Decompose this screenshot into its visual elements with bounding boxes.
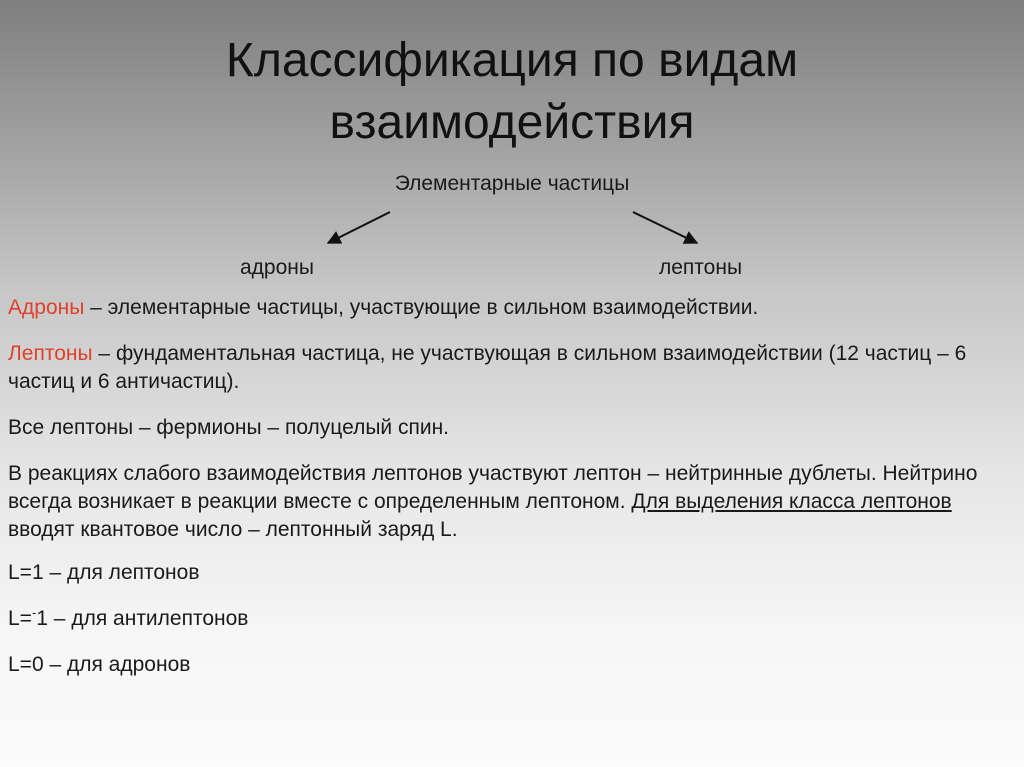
paragraph-hadrons: [8, 294, 1018, 322]
definition-leptons: – фундаментальная частица, не участвующая в сильном взаимодействии (12 частиц – 6 частиц и 6 античастиц).: [8, 342, 967, 393]
paragraph-fermions: Все лептоны – фермионы – полуцелый спин.: [8, 416, 450, 439]
slide-title: [0, 30, 1024, 154]
formula-lhs: L=0: [8, 653, 44, 676]
formula-rest: – для адронов: [43, 653, 191, 676]
formula-hadrons: [8, 651, 1018, 679]
formula-rest: – для лептонов: [43, 561, 200, 584]
branch-leptons-label: лептоны: [659, 256, 743, 279]
arrow-to-hadrons: [328, 212, 390, 243]
formula-lhs: L=: [8, 607, 32, 630]
formula-rest: 1 – для антилептонов: [36, 607, 249, 630]
term-hadrons: Адроны: [8, 296, 85, 319]
title-line-1: Классификация по видам: [225, 34, 799, 87]
paragraph-weak-interaction: [8, 460, 1018, 544]
formula-lhs: L=1: [8, 561, 44, 584]
weak-tail-text: вводят квантовое число – лептонный заряд L.: [8, 518, 458, 541]
term-leptons: Лептоны: [8, 342, 93, 365]
formula-leptons: [8, 559, 1018, 587]
diagram-root-label: Элементарные частицы: [394, 172, 630, 195]
paragraph-leptons: [8, 340, 1018, 396]
weak-underlined-text: Для выделения класса лептонов: [631, 490, 952, 513]
arrow-to-leptons: [633, 212, 697, 243]
formula-antileptons: [8, 605, 1018, 633]
weak-text: В реакциях слабого взаимодействия лептонов участвуют лептон – нейтринные дублеты. Нейтрино всегда возникает в реакции вместе с определенным лептоном.: [8, 462, 978, 513]
definition-hadrons: – элементарные частицы, участвующие в сильном взаимодействии.: [84, 296, 759, 319]
title-line-2: взаимодействия: [329, 96, 695, 149]
formula-sup: -: [31, 605, 37, 620]
branch-hadrons-label: адроны: [240, 256, 314, 279]
body-text: [8, 294, 1018, 697]
